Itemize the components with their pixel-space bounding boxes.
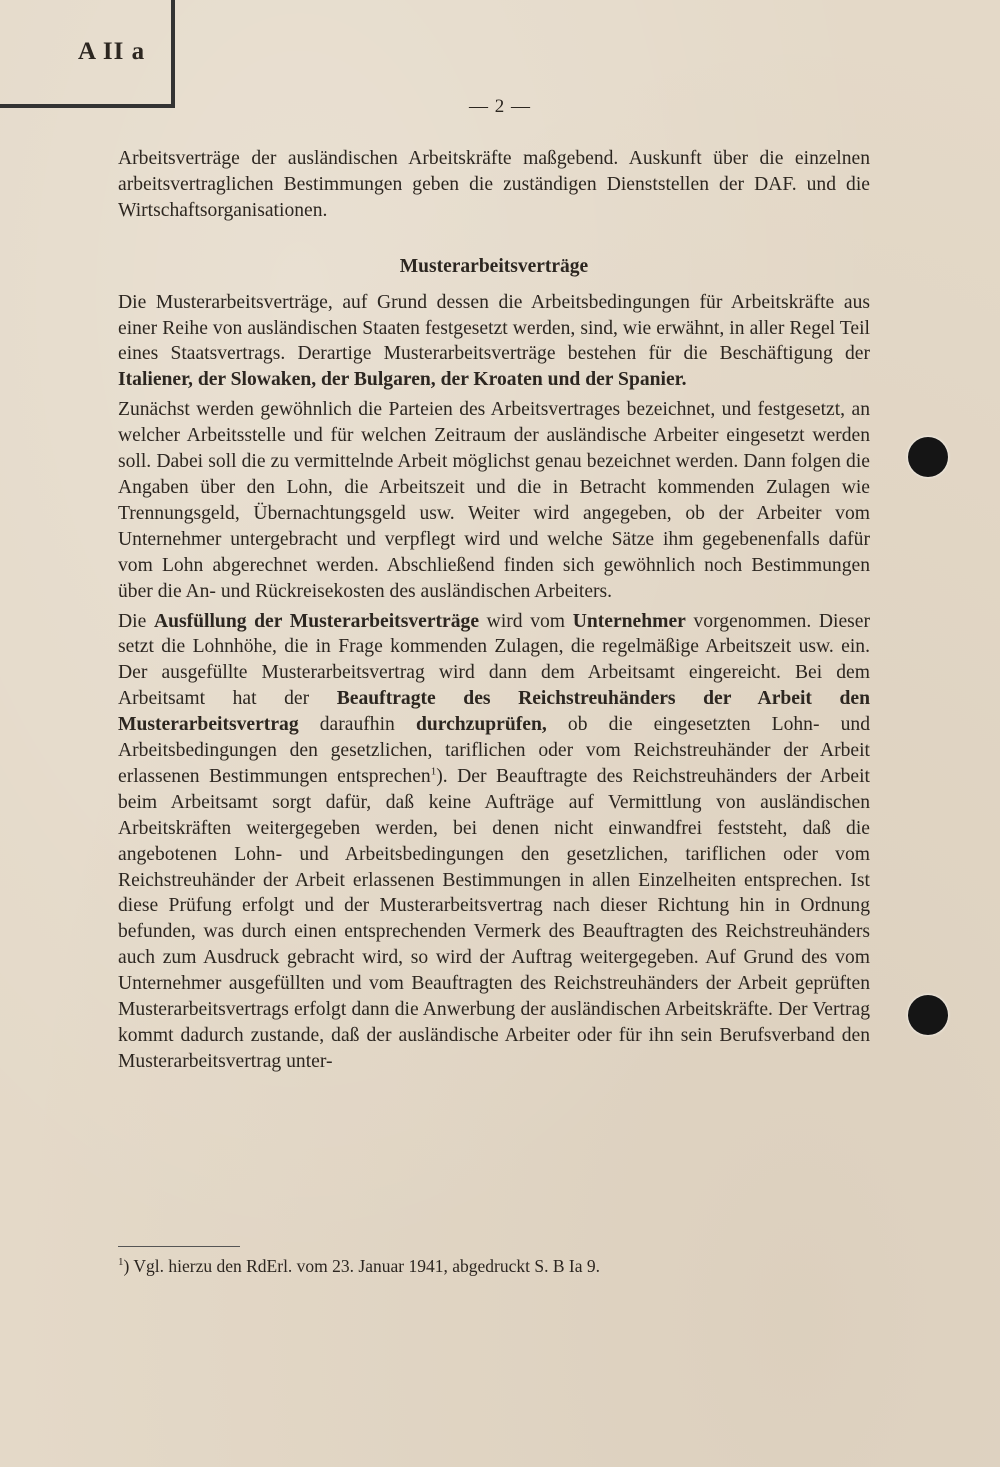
body-text [118,146,870,1075]
paragraph-1-text: Die Musterarbeitsverträge, auf Grund dessen die Arbeitsbedingungen für Arbeitskräfte aus einer Reihe von ausländischen Staaten festgesetzt werden, sind, wie erwähnt, in aller Regel Teil eines Staatsvertrags. Derartige Musterarbeitsverträge bestehen für die Beschäftigung der [118,291,870,365]
page-number: — 2 — [469,96,531,117]
footnote-text: ) Vgl. hierzu den RdErl. vom 23. Januar 1941, abgedruckt S. B Ia 9. [123,1256,600,1276]
footnote-divider [118,1246,240,1247]
paragraph-1-bold: Italiener, der Slowaken, der Bulgaren, der Kroaten und der Spanier. [118,369,687,391]
paragraph-3 [118,609,870,1075]
paragraph-3-text-6: ). Der Beauftragte des Reichstreuhänders der Arbeit beim Arbeitsamt sorgt dafür, daß keine Aufträge auf Vermittlung von ausländischen Arbeitskräften weitergegeben werden, bei denen nicht einwandfrei feststeht, daß die angebotenen Lohn- und Arbeitsbedingungen den gesetzlichen, tariflichen oder vom Reichstreuhänder der Arbeit erlassenen Bestimmungen in allen Einzelheiten entsprechen. Ist diese Prüfung erfolgt und der Musterarbeitsvertrag nach dieser Richtung hin in Ordnung befunden, was durch einen entsprechenden Vermerk des Beauftragten des Reichstreuhänders auch zum Ausdruck gebracht wird, so wird der Auftrag weitergegeben. Auf Grund des vom Unternehmer ausgefüllten und vom Beauftragten des Reichstreuhänders der Arbeit geprüften Musterarbeitsvertrags erfolgt dann die Anwerbung der ausländischen Arbeitskräfte. Der Vertrag kommt dadurch zustande, daß der ausländische Arbeiter oder für ihn sein Berufsverband den Musterarbeitsvertrag unter- [118,765,870,1072]
paragraph-1 [118,290,870,394]
paragraph-3-bold-3: Beauftragte des Reichstreuhänders der Arbeit den Musterarbeitsvertrag [118,688,871,736]
footnote-marker: 1 [118,1256,124,1269]
paragraph-3-text-1: Die [118,610,154,632]
paragraph-3-bold-4: durchzuprüfen, [415,714,547,736]
section-label: A II a [78,38,146,65]
paragraph-3-text-3: vorgenommen. Dieser setzt die Lohnhöhe, die in Frage kommenden Zulagen, die regelmäßige Arbeitszeit usw. ein. Der ausgefüllte Musterarbeitsvertrag wird dann dem Arbeitsamt eingereicht. Bei dem Arbeitsamt hat der [118,610,870,710]
footnote-reference[interactable]: 1 [430,765,437,778]
paragraph-3-text-5: ob die eingesetzten Lohn- und Arbeitsbedingungen den gesetzlichen, tariflichen oder vom Reichstreuhänder der Arbeit erlassenen Bestimmungen entsprechen [118,714,870,787]
punch-hole-top [908,437,948,477]
paragraph-3-text-2: wird vom [479,610,573,632]
paragraph-3-text-4: daraufhin [298,714,416,736]
section-corner-box [0,0,175,108]
paragraph-3-bold-1: Ausfüllung der Musterarbeitsverträge [153,610,480,632]
paragraph-2: Zunächst werden gewöhnlich die Parteien des Arbeitsvertrages bezeichnet, und festgesetzt, an welcher Arbeitsstelle und für welchen Zeitraum der ausländische Arbeiter eingesetzt werden soll. Dabei soll die zu vermittelnde Arbeit möglichst genau bezeichnet werden. Dann folgen die Angaben über den Lohn, die Arbeitszeit und die in Betracht kommenden Zulagen wie Trennungsgeld, Übernachtungsgeld usw. Weiter wird angegeben, ob der Arbeiter vom Unternehmer untergebracht und verpflegt wird und welche Sätze ihm gegebenenfalls dafür vom Lohn abgerechnet werden. Abschließend finden sich gewöhnlich noch Bestimmungen über die An- und Rückreisekosten des ausländischen Arbeiters. [118,399,870,602]
punch-hole-bottom [908,995,948,1035]
intro-paragraph: Arbeitsverträge der ausländischen Arbeitskräfte maßgebend. Auskunft über die einzelnen arbeitsvertraglichen Bestimmungen geben die zuständigen Dienststellen der DAF. und die Wirtschaftsorganisationen. [118,148,870,221]
paragraph-3-bold-2: Unternehmer [572,610,686,632]
section-heading: Musterarbeitsverträge [399,255,589,277]
footnote [118,1254,870,1278]
